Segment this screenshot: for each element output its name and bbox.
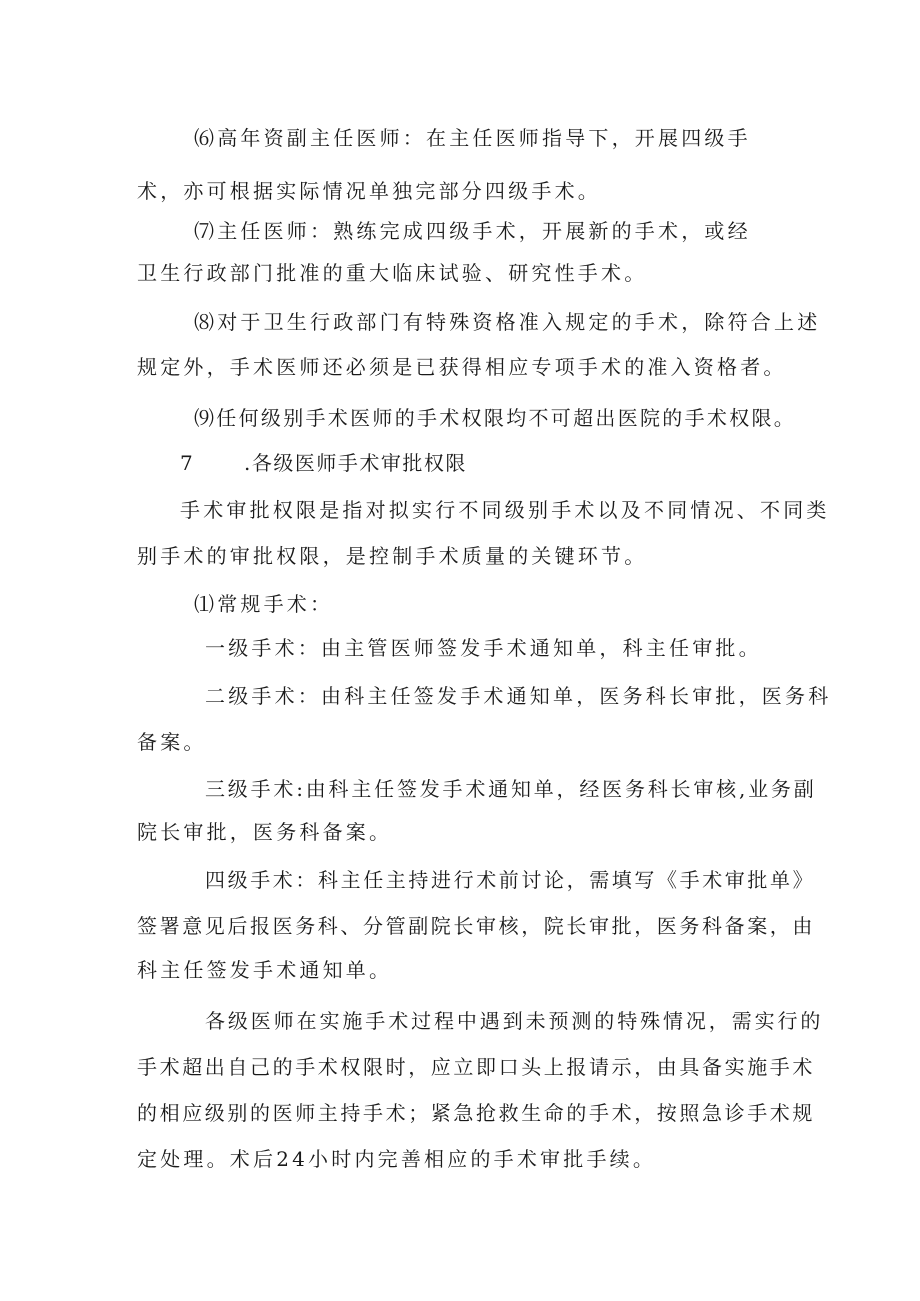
paragraph-7-line-1: ⑺主任医师：熟练完成四级手术，开展新的手术，或经 [194,219,751,243]
emergency-line-3: 的相应级别的医师主持手术；紧急抢救生命的手术，按照急诊手术规 [137,1101,815,1125]
intro-line-1: 手术审批权限是指对拟实行不同级别手术以及不同情况、不同类 [180,498,830,522]
paragraph-8-line-2: 规定外，手术医师还必须是已获得相应专项手术的准入资格者。 [137,355,787,379]
level-4-line-2: 签署意见后报医务科、分管副院长审核，院长审批，医务科备案，由 [137,914,815,938]
section-number: 7 [180,451,193,475]
level-2-line-1: 二级手术：由科主任签发手术通知单，医务科长审批，医务科 [205,684,832,708]
intro-line-2: 别手术的审批权限，是控制手术质量的关键环节。 [137,544,648,568]
emergency-line-1: 各级医师在实施手术过程中遇到未预测的特殊情况，需实行的 [205,1009,824,1033]
level-2-line-2: 备案。 [137,730,207,754]
paragraph-7-line-2: 卫生行政部门批准的重大临床试验、研究性手术。 [137,261,648,285]
emergency-line-2: 手术超出自己的手术权限时，应立即口头上报请示，由具备实施手术 [137,1055,815,1079]
level-4-line-1: 四级手术：科主任主持进行术前讨论，需填写《手术审批单》 [205,868,816,892]
emergency-line-4: 定处理。术后24小时内完善相应的手术审批手续。 [137,1147,657,1171]
level-3-line-2: 院长审批，医务科备案。 [137,820,393,844]
section-title: .各级医师手术审批权限 [244,451,467,475]
paragraph-6-line-2: 术，亦可根据实际情况单独完部分四级手术。 [137,179,601,203]
level-4-line-3: 科主任签发手术通知单。 [137,958,393,982]
paragraph-6-line-1: ⑹高年资副主任医师：在主任医师指导下，开展四级手 [194,126,751,150]
level-3-line-1: 三级手术:由科主任签发手术通知单，经医务科长审核,业务副 [205,777,817,801]
paragraph-9-line-1: ⑼任何级别手术医师的手术权限均不可超出医院的手术权限。 [194,406,797,430]
level-1-line-1: 一级手术：由主管医师签发手术通知单，科主任审批。 [205,636,762,660]
routine-surgery-heading: ⑴常规手术： [194,592,334,616]
paragraph-8-line-1: ⑻对于卫生行政部门有特殊资格准入规定的手术，除符合上述 [194,310,821,334]
